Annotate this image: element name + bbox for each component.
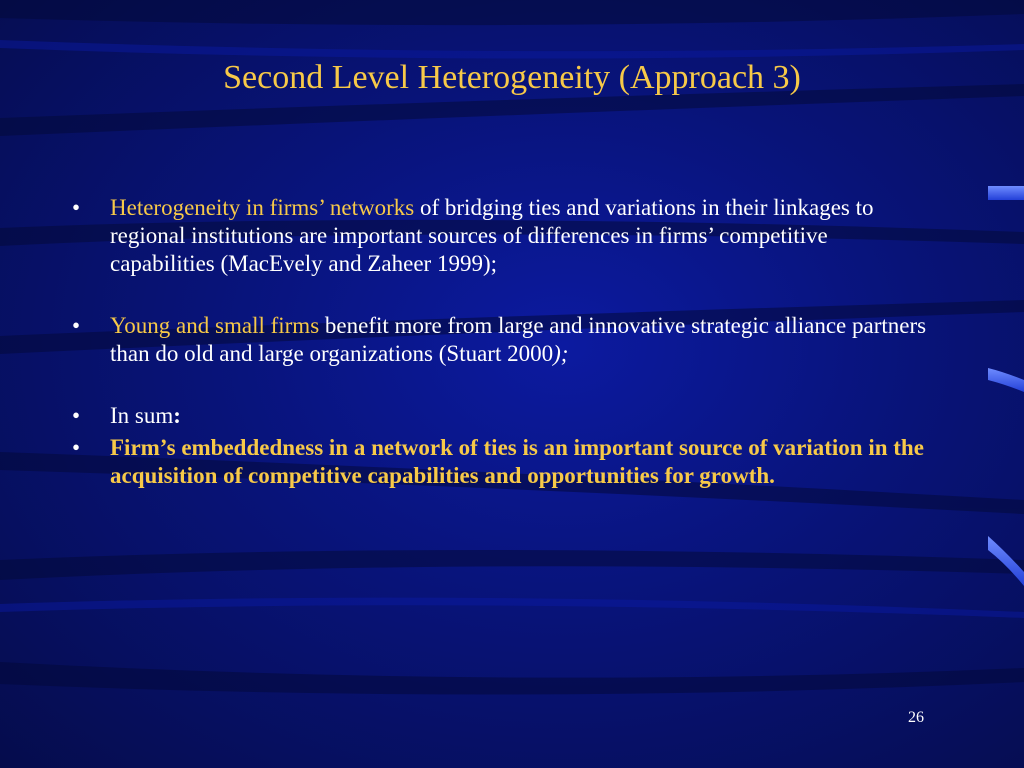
decor-bar bbox=[988, 186, 1024, 200]
bullet-point: • bbox=[72, 435, 81, 460]
bullet-point: • bbox=[72, 403, 81, 428]
bullet-item bbox=[68, 434, 938, 490]
page-number: 26 bbox=[908, 709, 924, 726]
bullet-point: • bbox=[72, 313, 81, 338]
slide-title: Second Level Heterogeneity (Approach 3) bbox=[223, 59, 801, 96]
bullet-highlight: Heterogeneity in firms’ networks bbox=[110, 195, 415, 220]
bullet-highlight: Young and small firms bbox=[110, 313, 320, 338]
bullet-tail: ); bbox=[553, 341, 569, 366]
decor-bar bbox=[988, 368, 1024, 392]
bullet-conclusion: Firm’s embeddedness in a network of ties is an important source of variation in the acquisition of competitive capabilities and opportunities for growth. bbox=[110, 435, 924, 488]
bullet-text: benefit more from large and innovative strategic alliance partners than do old and large organizations (Stuart 2000 bbox=[110, 313, 927, 366]
bullet-point: • bbox=[72, 195, 81, 220]
bullet-item bbox=[68, 312, 938, 368]
bullet-text: In sum bbox=[110, 403, 174, 428]
bullet-list bbox=[68, 194, 938, 490]
bullet-item bbox=[68, 402, 938, 430]
bullet-item bbox=[68, 194, 938, 278]
bullet-text: of bridging ties and variations in their linkages to regional institutions are important sources of differences in firms’ competitive capabilities (MacEvely and Zaheer 1999); bbox=[110, 195, 874, 276]
bullet-tail: : bbox=[173, 403, 181, 428]
